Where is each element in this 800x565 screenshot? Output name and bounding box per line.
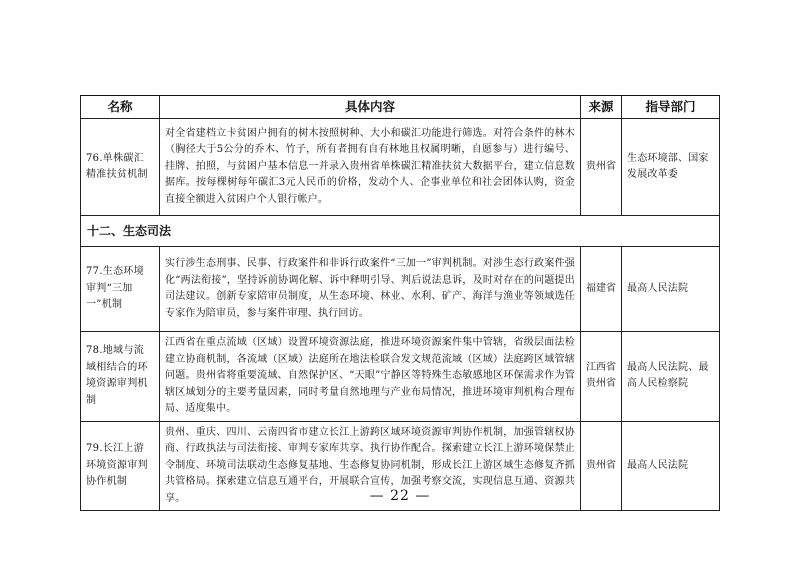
row-department: 最高人民法院 [622, 421, 720, 511]
row-name: 76.单株碳汇精准扶贫机制 [81, 119, 160, 216]
header-content: 具体内容 [160, 96, 581, 119]
header-department: 指导部门 [622, 96, 720, 119]
row-content: 对全省建档立卡贫困户拥有的树木按照树种、大小和碳汇功能进行筛选。对符合条件的林木（胸径大于5公分的乔木、竹子，所有者拥有自有林地且权属明晰，自愿参与）进行编号、挂牌、拍照，与贫困户基本信息一并录入贵州省单株碳汇精准扶贫大数据平台，建立信息数据库。按每棵树每年碳汇3元人民币的价格，发动个人、企事业单位和社会团体认购，资金直接全额进入贫困户个人银行帐户。 [160, 119, 581, 216]
table-row [81, 332, 720, 422]
row-source: 福建省 [581, 247, 622, 332]
measures-table [80, 95, 720, 511]
section-title: 十二、生态司法 [81, 216, 720, 247]
table-row [81, 247, 720, 332]
page-number: — 22 — [369, 488, 431, 504]
header-source: 来源 [581, 96, 622, 119]
row-name: 79.长江上游环境资源审判协作机制 [81, 421, 160, 511]
table-row [81, 119, 720, 216]
header-name: 名称 [81, 96, 160, 119]
row-content: 贵州、重庆、四川、云南四省市建立长江上游跨区域环境资源审判协作机制，加强管辖权协商、行政执法与司法衔接、审判专家库共享、执行协作配合。探索建立长江上游环境保禁止令制度、环境司法联动生态修复基地、生态修复协同机制，形成长江上游区域生态修复齐抓共管格局。探索建立信息互通平台，开展联合宣传，加强考察交流，实现信息互通、资源共享。 [160, 421, 581, 511]
row-department: 生态环境部、国家发展改革委 [622, 119, 720, 216]
row-content: 江西省在重点流域（区域）设置环境资源法庭，推进环境资源案件集中管辖，省级层面法检建立协商机制，各流域（区域）法庭所在地法检联合发文规范流域（区域）法庭跨区域管辖问题。贵州省将重要流域、自然保护区、“天眼”宁静区等特殊生态敏感地区环保需求作为管辖区域划分的主要考量因素，同时考量自然地理与产业布局情况，推进环境审判机构合理布局、适度集中。 [160, 332, 581, 422]
row-name: 77.生态环境审判“三加一”机制 [81, 247, 160, 332]
row-department: 最高人民法院、最高人民检察院 [622, 332, 720, 422]
row-department: 最高人民法院 [622, 247, 720, 332]
table-header-row [81, 96, 720, 119]
row-source: 贵州省 [581, 119, 622, 216]
row-content: 实行涉生态刑事、民事、行政案件和非诉行政案件“三加一”审判机制。对涉生态行政案件强化“两法衔接”，坚持诉前协调化解、诉中释明引导、判后说法息诉，及时对存在的问题提出司法建议。创新专家陪审员制度，从生态环境、林业、水利、矿产、海洋与渔业等领域选任专家作为陪审员，参与案件审理、执行回访。 [160, 247, 581, 332]
row-source: 贵州省 [581, 421, 622, 511]
section-row [81, 216, 720, 247]
row-name: 78.地域与流域相结合的环境资源审判机制 [81, 332, 160, 422]
row-source: 江西省贵州省 [581, 332, 622, 422]
